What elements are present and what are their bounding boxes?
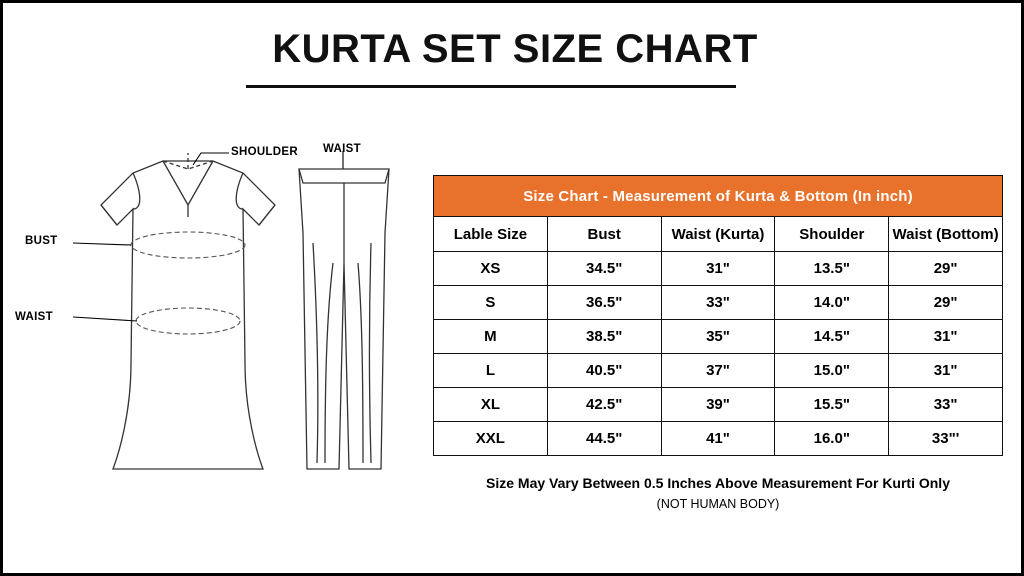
cell-size-m: M [434, 320, 548, 354]
column-header-waist-kurta: Waist (Kurta) [661, 217, 775, 252]
size-chart-table [433, 175, 1003, 456]
cell-waist-kurta-m: 35" [661, 320, 775, 354]
column-header-shoulder: Shoulder [775, 217, 889, 252]
table-banner-row [434, 176, 1003, 217]
cell-waist-bottom-xl: 33" [889, 388, 1003, 422]
cell-bust-s: 36.5" [547, 286, 661, 320]
table-row [434, 320, 1003, 354]
cell-size-xl: XL [434, 388, 548, 422]
cell-waist-kurta-xxl: 41" [661, 422, 775, 456]
label-bust: BUST [25, 235, 58, 247]
table-row [434, 388, 1003, 422]
garment-illustration [13, 113, 423, 493]
cell-shoulder-m: 14.5" [775, 320, 889, 354]
cell-size-xxl: XXL [434, 422, 548, 456]
table-banner: Size Chart - Measurement of Kurta & Bottom (In inch) [434, 176, 1003, 217]
cell-bust-l: 40.5" [547, 354, 661, 388]
column-header-label-size: Lable Size [434, 217, 548, 252]
cell-shoulder-xxl: 16.0" [775, 422, 889, 456]
table-row [434, 252, 1003, 286]
cell-shoulder-xs: 13.5" [775, 252, 889, 286]
cell-waist-bottom-xxl: 33"' [889, 422, 1003, 456]
table-row [434, 422, 1003, 456]
kurta-and-pant-drawing [13, 113, 423, 493]
page-title: KURTA SET SIZE CHART [272, 27, 758, 71]
cell-bust-xs: 34.5" [547, 252, 661, 286]
cell-shoulder-s: 14.0" [775, 286, 889, 320]
note-secondary: (NOT HUMAN BODY) [656, 497, 780, 511]
cell-waist-kurta-l: 37" [661, 354, 775, 388]
column-header-bust: Bust [547, 217, 661, 252]
cell-waist-kurta-xs: 31" [661, 252, 775, 286]
cell-size-xs: XS [434, 252, 548, 286]
table-row [434, 286, 1003, 320]
cell-waist-bottom-l: 31" [889, 354, 1003, 388]
size-chart-table-wrap [433, 175, 1003, 456]
cell-shoulder-xl: 15.5" [775, 388, 889, 422]
column-header-waist-bottom: Waist (Bottom) [889, 217, 1003, 252]
title-underline [246, 85, 736, 88]
label-waist-kurta: WAIST [15, 311, 53, 323]
cell-waist-kurta-s: 33" [661, 286, 775, 320]
cell-waist-bottom-s: 29" [889, 286, 1003, 320]
cell-size-l: L [434, 354, 548, 388]
label-waist-pant: WAIST [323, 143, 361, 155]
note-primary: Size May Vary Between 0.5 Inches Above Measurement For Kurti Only [486, 475, 950, 491]
cell-size-s: S [434, 286, 548, 320]
cell-bust-m: 38.5" [547, 320, 661, 354]
cell-waist-bottom-xs: 29" [889, 252, 1003, 286]
cell-waist-bottom-m: 31" [889, 320, 1003, 354]
bust-measure-line [131, 232, 245, 258]
table-row [434, 354, 1003, 388]
table-header-row [434, 217, 1003, 252]
cell-bust-xl: 42.5" [547, 388, 661, 422]
waist-measure-line [136, 308, 240, 334]
cell-waist-kurta-xl: 39" [661, 388, 775, 422]
label-shoulder: SHOULDER [231, 146, 298, 158]
cell-shoulder-l: 15.0" [775, 354, 889, 388]
cell-bust-xxl: 44.5" [547, 422, 661, 456]
